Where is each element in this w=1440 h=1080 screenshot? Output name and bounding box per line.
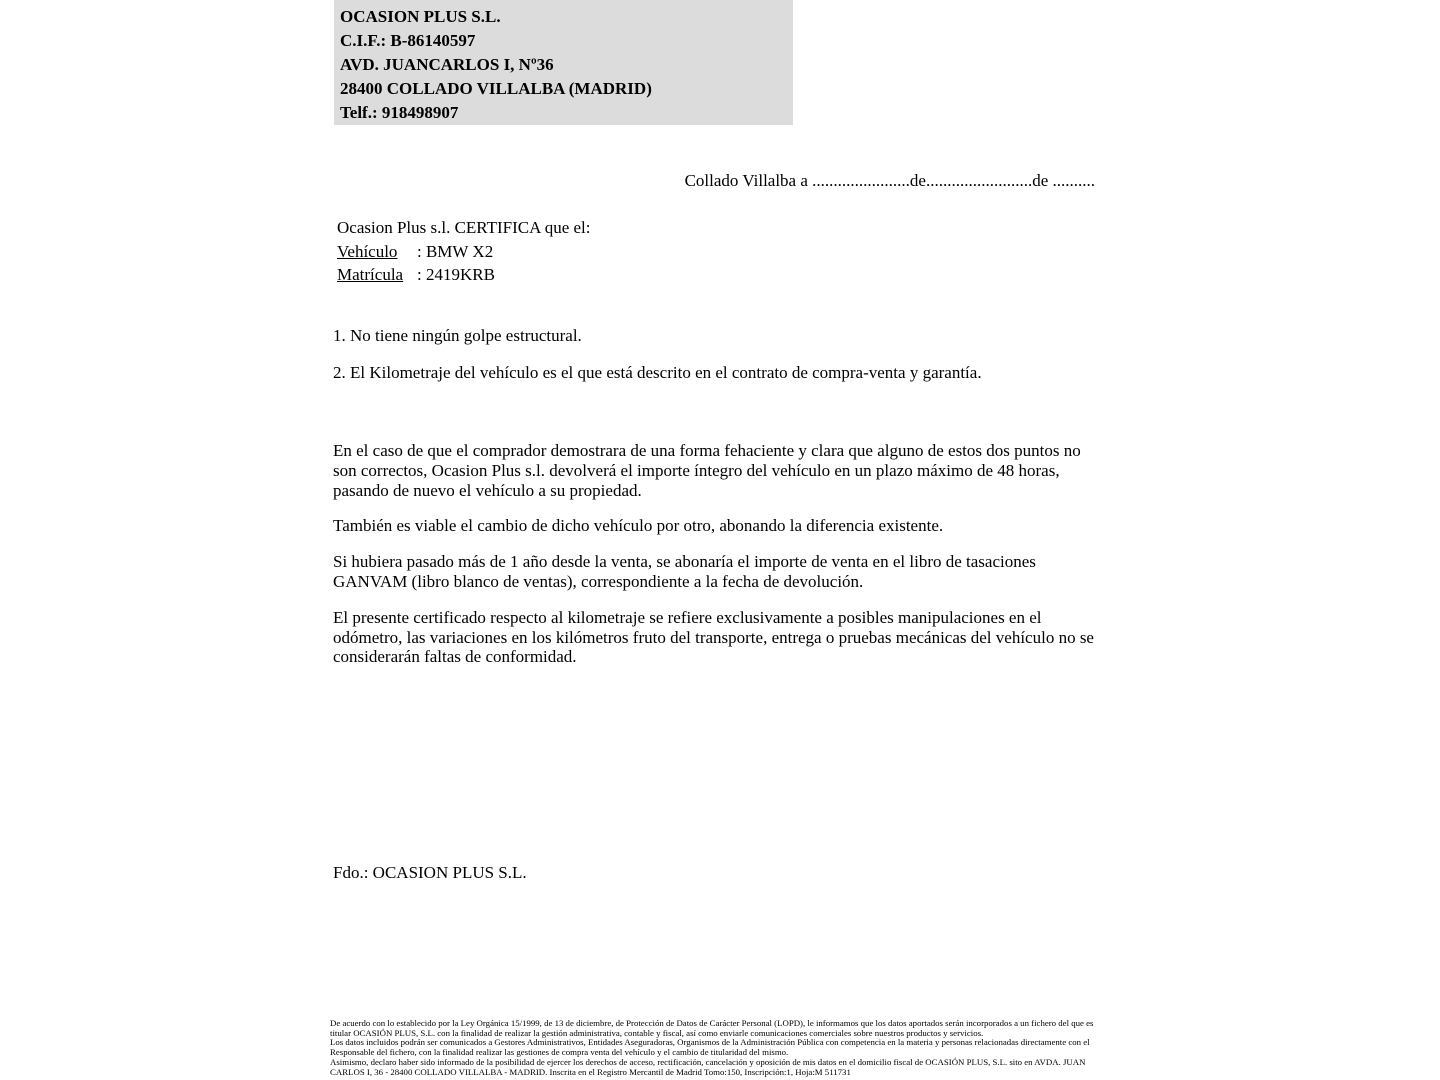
point-mileage: 2. El Kilometraje del vehículo es el que está descrito en el contrato de compra-venta y garantía. <box>333 363 982 382</box>
legal-paragraph-lopd: De acuerdo con lo establecido por la Ley Orgánica 15/1999, de 13 de diciembre, de Protección de Datos de Carácter Personal (LOPD), le informamos que los datos aportados serán incorporados a un fichero del que es titular OCASIÓN PLUS, S.L. con la finalidad de realizar la gestión administrativa, contable y fiscal, así como enviarle comunicaciones comerciales sobre nuestros productos y servicios. <box>330 1018 1094 1038</box>
certification-block <box>337 216 591 287</box>
certifica-intro: Ocasion Plus s.l. CERTIFICA que el: <box>337 218 591 237</box>
point-structural: 1. No tiene ningún golpe estructural. <box>333 326 582 345</box>
legal-paragraph-data-sharing: Los datos incluidos podrán ser comunicados a Gestores Administrativos, Entidades Aseguradoras, Organismos de la Administración Pública con competencia en la materia y personas relacionadas directamente con el Responsable del fichero, con la finalidad realizar las gestiones de compra venta del vehículo y el cambio de titularidad del mismo. <box>330 1037 1090 1058</box>
date-line: Collado Villalba a .......................de.........................de .......... <box>684 171 1095 190</box>
legal-paragraph-rights: Asimismo, declaro haber sido informado de la posibilidad de ejercer los derechos de acceso, rectificación, cancelación y oposición de mis datos en el domicilio fiscal de OCASIÓN PLUS, S.L. sito en AVDA. JUAN CARLOS I, 36 - 28400 COLLADO VILLALBA - MADRID. Inscrita en el Registro Mercantil de Madrid Tomo:150, Inscripción:1, Hoja:M 511731 <box>330 1056 1086 1077</box>
company-address: AVD. JUANCARLOS I, Nº36 <box>340 55 554 74</box>
paragraph-odometer: El presente certificado respecto al kilometraje se refiere exclusivamente a posibles manipulaciones en el odómetro, las variaciones en los kilómetros fruto del transporte, entrega o pruebas mecánicas del vehículo no se considerarán faltas de conformidad. <box>333 607 1094 667</box>
plate-value: : 2419KRB <box>417 265 495 284</box>
plate-row <box>337 263 591 287</box>
vehicle-label: Vehículo <box>337 241 398 261</box>
plate-label: Matrícula <box>337 265 404 284</box>
paragraph-ganvam: Si hubiera pasado más de 1 año desde la venta, se abonaría el importe de venta en el libro de tasaciones GANVAM (libro blanco de ventas), correspondiente a la fecha de devolución. <box>333 552 1036 591</box>
company-phone: Telf.: 918498907 <box>340 103 459 122</box>
legal-footer <box>330 1019 1102 1077</box>
vehicle-value: : BMW X2 <box>417 241 494 261</box>
paragraph-refund: En el caso de que el comprador demostrara de una forma fehaciente y clara que alguno de estos dos puntos no son correctos, Ocasion Plus s.l. devolverá el importe íntegro del vehículo en un plazo máximo de 48 horas, pasando de nuevo el vehículo a su propiedad. <box>333 441 1081 500</box>
company-header <box>334 0 793 125</box>
company-city: 28400 COLLADO VILLALBA (MADRID) <box>340 79 652 98</box>
paragraph-exchange: También es viable el cambio de dicho vehículo por otro, abonando la diferencia existente. <box>333 516 944 536</box>
signature-line: Fdo.: OCASION PLUS S.L. <box>333 863 527 882</box>
body-paragraphs <box>333 441 1095 683</box>
numbered-points <box>333 326 1095 400</box>
company-name: OCASION PLUS S.L. <box>340 7 501 26</box>
vehicle-row <box>337 240 591 264</box>
company-cif: C.I.F.: B-86140597 <box>340 31 476 50</box>
